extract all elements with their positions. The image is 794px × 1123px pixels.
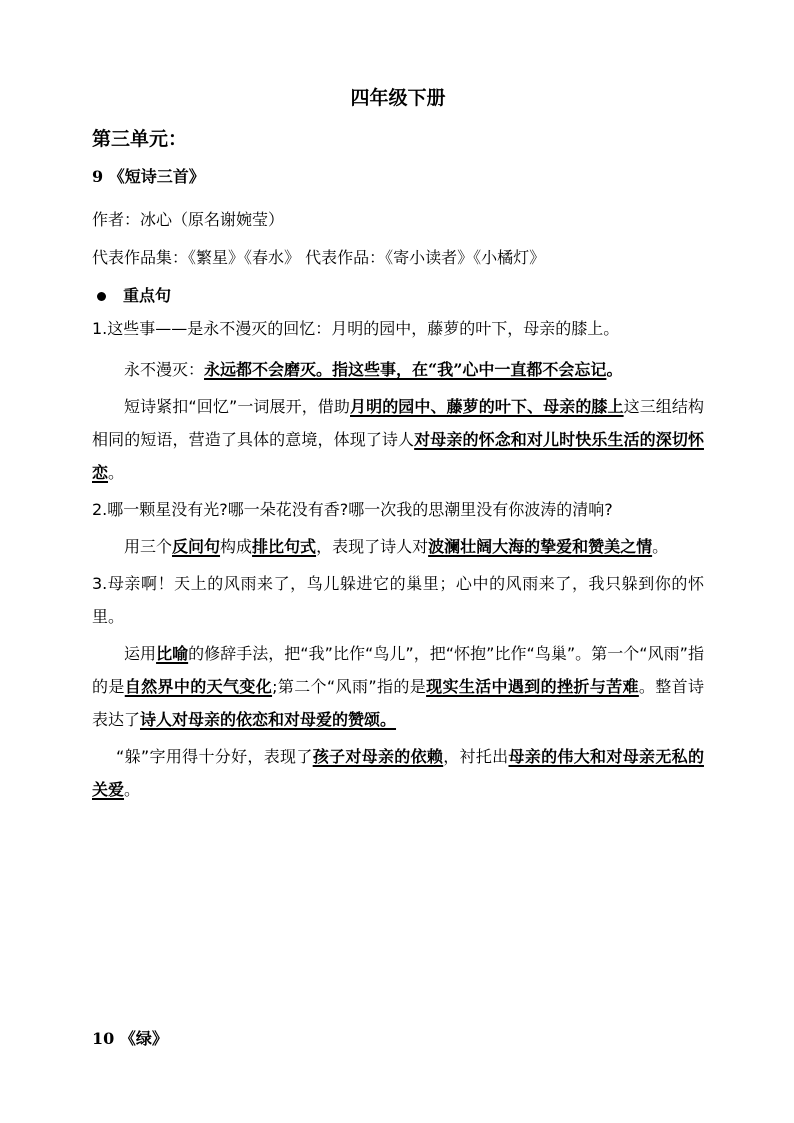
lesson-10-heading: 10 《绿》	[92, 1029, 168, 1048]
key-phrase: 自然界中的天气变化	[124, 677, 273, 696]
unit-heading: 第三单元：	[92, 128, 188, 150]
key-phrase: 比喻	[156, 644, 189, 663]
works-line: 代表作品集：《繁星》《春水》 代表作品：《寄小读者》《小橘灯》	[92, 248, 546, 267]
note-text: ，衬托出	[443, 747, 509, 766]
note-text: 运用	[124, 644, 157, 663]
key-phrase: 母亲的伟大和对母亲无私的关爱	[92, 747, 704, 799]
sentence-1-note-2	[92, 390, 704, 489]
key-phrase: 诗人对母亲的依恋和对母爱的赞颂。	[140, 710, 397, 729]
key-phrase: 永远都不会磨灭。指这些事，在“我”心中一直都不会忘记	[204, 360, 607, 379]
note-text: 。	[652, 537, 669, 556]
sentence-1-note-1	[92, 353, 704, 386]
note-text: 短诗紧扣“回忆”一词展开，借助	[124, 397, 350, 416]
note-text: 用三个	[124, 537, 173, 556]
note-text: 这三组结构相同的短语，营造了具体的意境，体现了诗人	[92, 397, 704, 449]
note-text: 。整首诗表达了	[92, 677, 704, 729]
key-phrase: 波澜壮阔大海的挚爱和赞美之情	[428, 537, 653, 556]
key-phrase: 反问句	[172, 537, 221, 556]
note-text: 。	[108, 463, 125, 482]
note-text: 。	[606, 360, 623, 379]
sentence-3-note-1	[92, 637, 704, 736]
sentence-3-note-2	[92, 740, 704, 806]
note-text: ;第二个“风雨”指的是	[272, 677, 427, 696]
document-page	[92, 82, 704, 806]
key-phrase: 对母亲的怀念和对儿时快乐生活的深切怀恋	[92, 430, 704, 482]
sentence-1: 1.这些事——是永不漫灭的回忆：月明的园中，藤萝的叶下，母亲的膝上。	[92, 319, 620, 338]
key-sentences-heading	[92, 284, 704, 308]
note-text: 。	[124, 780, 141, 799]
note-text: 构成	[220, 537, 253, 556]
page-title: 四年级下册	[350, 87, 446, 109]
key-phrase: 孩子对母亲的依赖	[312, 747, 444, 766]
key-phrase: 月明的园中、藤萝的叶下、母亲的膝上	[350, 397, 624, 416]
sentence-2-note	[92, 530, 704, 563]
bullet-icon	[97, 292, 106, 301]
note-text: 永不漫灭：	[124, 360, 205, 379]
key-sentences-label: 重点句	[123, 286, 172, 305]
note-text: “躲”字用得十分好，表现了	[116, 747, 313, 766]
note-text: ，表现了诗人对	[316, 537, 429, 556]
key-phrase: 现实生活中遇到的挫折与苦难	[426, 677, 639, 696]
sentence-3: 3.母亲啊！天上的风雨来了，鸟儿躲进它的巢里；心中的风雨来了，我只躲到你的怀里。	[92, 574, 704, 626]
key-phrase: 排比句式	[252, 537, 317, 556]
lesson-9-heading: 9 《短诗三首》	[92, 167, 205, 186]
author-line: 作者：冰心（原名谢婉莹）	[92, 210, 285, 229]
sentence-2: 2.哪一颗星没有光?哪一朵花没有香?哪一次我的思潮里没有你波涛的清响?	[92, 500, 613, 519]
note-text: 的修辞手法，把“我”比作“鸟儿”，把“怀抱”比作“鸟巢”。第一个“风雨”指的是	[92, 644, 704, 696]
